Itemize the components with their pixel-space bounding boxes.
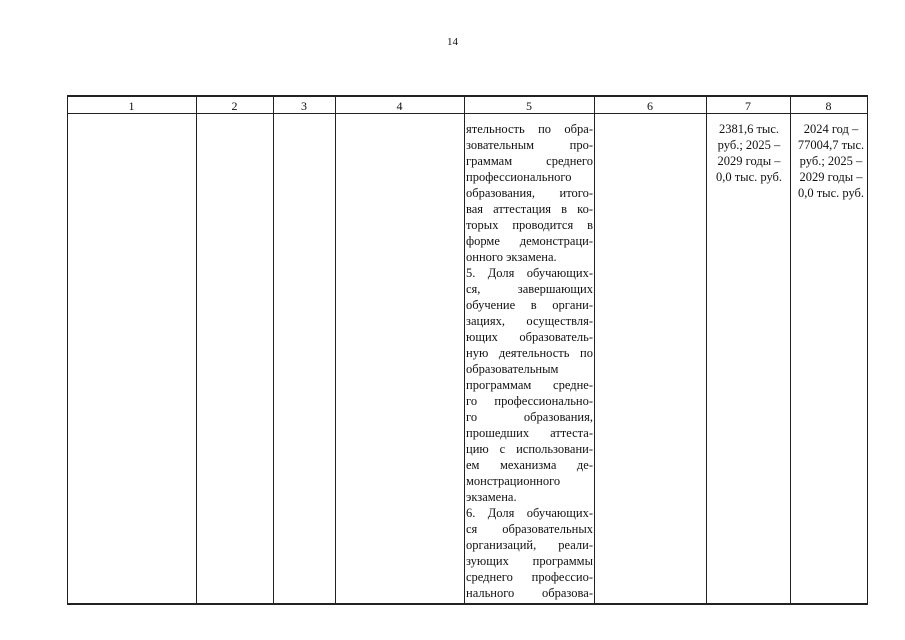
header-cell-3: 3 xyxy=(301,99,307,113)
col5-line: образовательным xyxy=(466,362,559,376)
col5-line: торых проводится в xyxy=(466,218,593,232)
col5-line: организаций, реали- xyxy=(466,538,593,552)
col8-line: руб.; 2025 – xyxy=(799,154,863,168)
col5-line: вая аттестация в ко- xyxy=(466,202,593,216)
col5-line: ем механизма де- xyxy=(466,458,593,472)
col-border-4 xyxy=(464,95,465,605)
col5-line: программам средне- xyxy=(466,378,593,392)
col-border-2 xyxy=(273,95,274,605)
col5-line: го образования, xyxy=(466,410,593,424)
col5-text xyxy=(466,121,593,601)
col5-line: 6. Доля обучающих- xyxy=(466,506,593,520)
col5-line: форме демонстраци- xyxy=(466,234,593,248)
col7-text xyxy=(709,121,789,185)
col5-line: зующих программы xyxy=(466,554,593,568)
header-cell-6: 6 xyxy=(647,99,653,113)
header-cell-8: 8 xyxy=(825,99,832,113)
page-number: 14 xyxy=(447,36,458,48)
col5-line: образования, итого- xyxy=(466,186,593,200)
col5-line: профессионального xyxy=(466,170,572,184)
col5-line: прошедших аттеста- xyxy=(466,426,593,440)
col5-line: онного экзамена. xyxy=(466,250,557,264)
col-border-3 xyxy=(335,95,336,605)
col7-line: 2029 годы – xyxy=(717,154,781,168)
table-bottom-border xyxy=(67,603,868,605)
col5-line: зациях, осуществля- xyxy=(466,314,593,328)
header-cell-2: 2 xyxy=(231,99,238,113)
col5-line: 5. Доля обучающих- xyxy=(466,266,593,280)
header-cell-4: 4 xyxy=(396,99,403,113)
col5-line: монстрационного xyxy=(466,474,561,488)
col8-line: 0,0 тыс. руб. xyxy=(797,186,865,200)
table-top-border xyxy=(67,95,868,97)
col5-line: цию с использовани- xyxy=(466,442,593,456)
col8-line: 2029 годы – xyxy=(799,170,863,184)
col5-line: ную деятельность по xyxy=(466,346,593,360)
col5-line: обучение в органи- xyxy=(466,298,593,312)
col5-line: зовательным про- xyxy=(466,138,593,152)
col5-line: среднего профессио- xyxy=(466,570,593,584)
col5-line: экзамена. xyxy=(466,490,517,504)
header-cell-1: 1 xyxy=(128,99,135,113)
col-border-6 xyxy=(706,95,707,605)
col-border-0 xyxy=(67,95,68,605)
col7-line: 0,0 тыс. руб. xyxy=(715,170,783,184)
col5-line: ятельность по обра- xyxy=(466,122,593,136)
col5-line: ся образовательных xyxy=(466,522,593,536)
col7-line: 2381,6 тыс. xyxy=(718,122,780,136)
col8-text xyxy=(791,121,871,201)
col7-line: руб.; 2025 – xyxy=(717,138,781,152)
header-cell-7: 7 xyxy=(745,99,751,113)
col8-line: 2024 год – xyxy=(803,122,859,136)
col5-line: го профессионально- xyxy=(466,394,593,408)
header-cell-5: 5 xyxy=(526,99,532,113)
col5-line: ся, завершающих xyxy=(466,282,593,296)
col-border-5 xyxy=(594,95,595,605)
col5-line: нального образова- xyxy=(466,586,593,600)
col5-line: ющих образователь- xyxy=(466,330,593,344)
col8-line: 77004,7 тыс. xyxy=(797,138,865,152)
col-border-1 xyxy=(196,95,197,605)
col5-line: граммам среднего xyxy=(466,154,593,168)
